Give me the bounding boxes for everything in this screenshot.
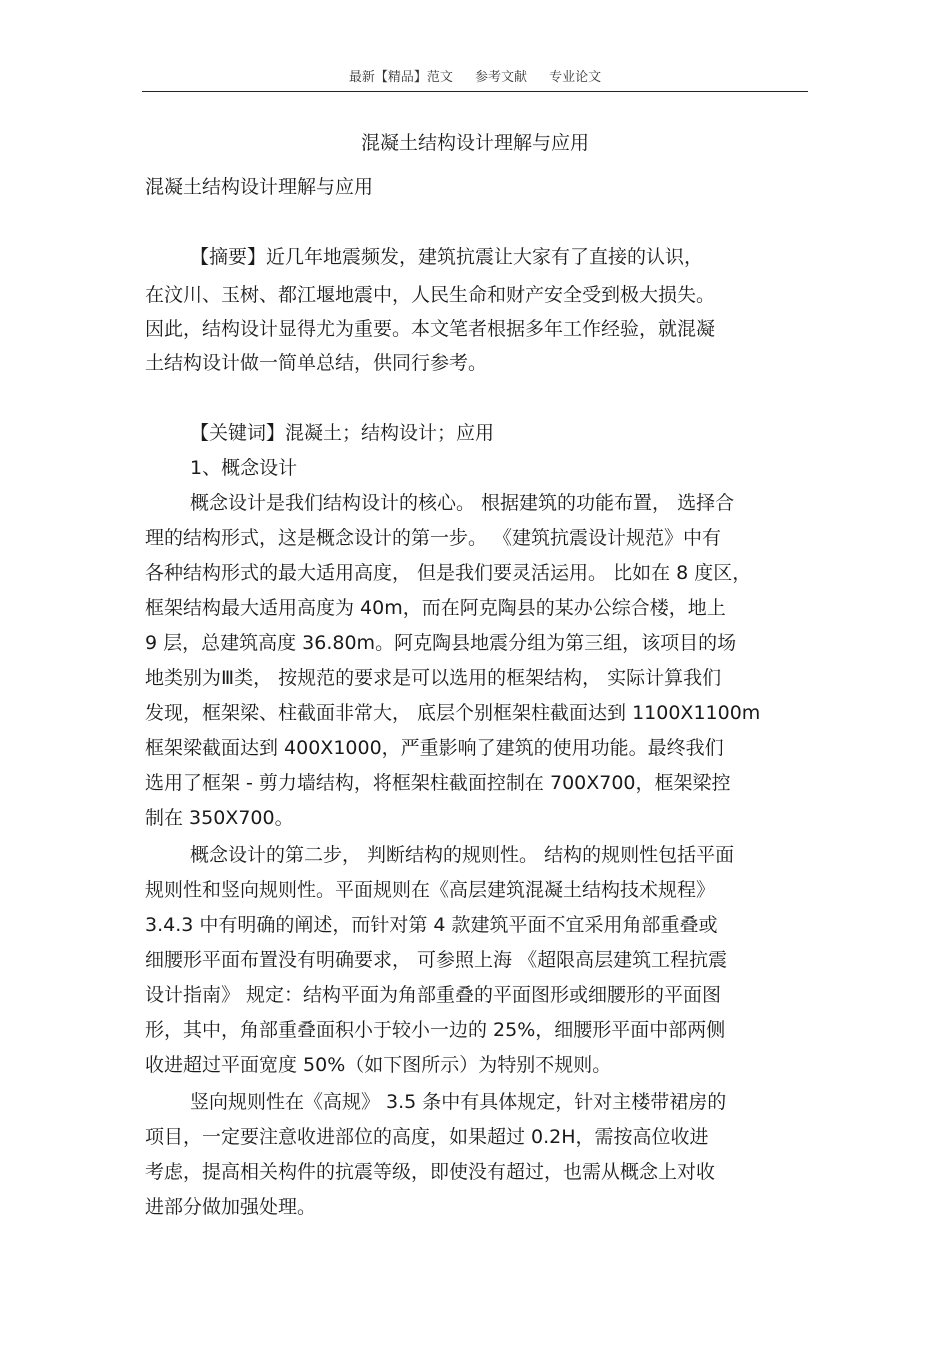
body-line: 理的结构形式，这是概念设计的第一步。 《建筑抗震设计规范》中有 (145, 527, 722, 549)
body-line: 设计指南》 规定：结构平面为角部重叠的平面图形或细腰形的平面图 (145, 984, 722, 1006)
document-subtitle: 混凝土结构设计理解与应用 (145, 176, 374, 198)
body-line: 9 层，总建筑高度 36.80m。阿克陶县地震分组为第三组，该项目的场 (145, 632, 737, 654)
body-line: 项目，一定要注意收进部位的高度，如果超过 0.2H，需按高位收进 (145, 1126, 709, 1148)
body-line: 形，其中，角部重叠面积小于较小一边的 25%，细腰形平面中部两侧 (145, 1019, 726, 1041)
keywords-line: 【关键词】混凝土；结构设计；应用 (190, 422, 495, 444)
body-line: 进部分做加强处理。 (145, 1196, 317, 1218)
body-line: 概念设计的第二步， 判断结构的规则性。 结构的规则性包括平面 (190, 844, 735, 866)
page-header: 最新【精品】范文 参考文献 专业论文 (348, 70, 602, 85)
body-line: 3.4.3 中有明确的阐述，而针对第 4 款建筑平面不宜采用角部重叠或 (145, 914, 718, 936)
body-line: 各种结构形式的最大适用高度， 但是我们要灵活运用。 比如在 8 度区， (145, 562, 752, 584)
header-divider (142, 91, 808, 92)
abstract-line: 在汶川、玉树、都江堰地震中，人民生命和财产安全受到极大损失。 (145, 284, 716, 306)
body-line: 细腰形平面布置没有明确要求， 可参照上海 《超限高层建筑工程抗震 (145, 949, 728, 971)
body-line: 概念设计是我们结构设计的核心。 根据建筑的功能布置， 选择合 (190, 492, 735, 514)
body-line: 地类别为Ⅲ类， 按规范的要求是可以选用的框架结构， 实际计算我们 (145, 667, 722, 689)
body-line: 制在 350X700。 (145, 807, 294, 829)
body-line: 规则性和竖向规则性。平面规则在《高层建筑混凝土结构技术规程》 (145, 879, 716, 901)
abstract-line: 土结构设计做一简单总结，供同行参考。 (145, 352, 488, 374)
body-line: 收进超过平面宽度 50%（如下图所示）为特别不规则。 (145, 1054, 612, 1076)
body-line: 框架梁截面达到 400X1000，严重影响了建筑的使用功能。最终我们 (145, 737, 724, 759)
abstract-line: 【摘要】近几年地震频发，建筑抗震让大家有了直接的认识， (190, 246, 704, 268)
section-heading: 1、概念设计 (190, 457, 298, 479)
body-line: 框架结构最大适用高度为 40m，而在阿克陶县的某办公综合楼，地上 (145, 597, 726, 619)
body-line: 发现，框架梁、柱截面非常大， 底层个别框架柱截面达到 1100X1100m (145, 702, 761, 724)
abstract-line: 因此，结构设计显得尤为重要。本文笔者根据多年工作经验，就混凝 (145, 318, 716, 340)
body-line: 选用了框架 - 剪力墙结构，将框架柱截面控制在 700X700，框架梁控 (145, 772, 731, 794)
document-title: 混凝土结构设计理解与应用 (360, 132, 589, 154)
body-line: 考虑，提高相关构件的抗震等级，即使没有超过，也需从概念上对收 (145, 1161, 716, 1183)
body-line: 竖向规则性在《高规》 3.5 条中有具体规定，针对主楼带裙房的 (190, 1091, 727, 1113)
